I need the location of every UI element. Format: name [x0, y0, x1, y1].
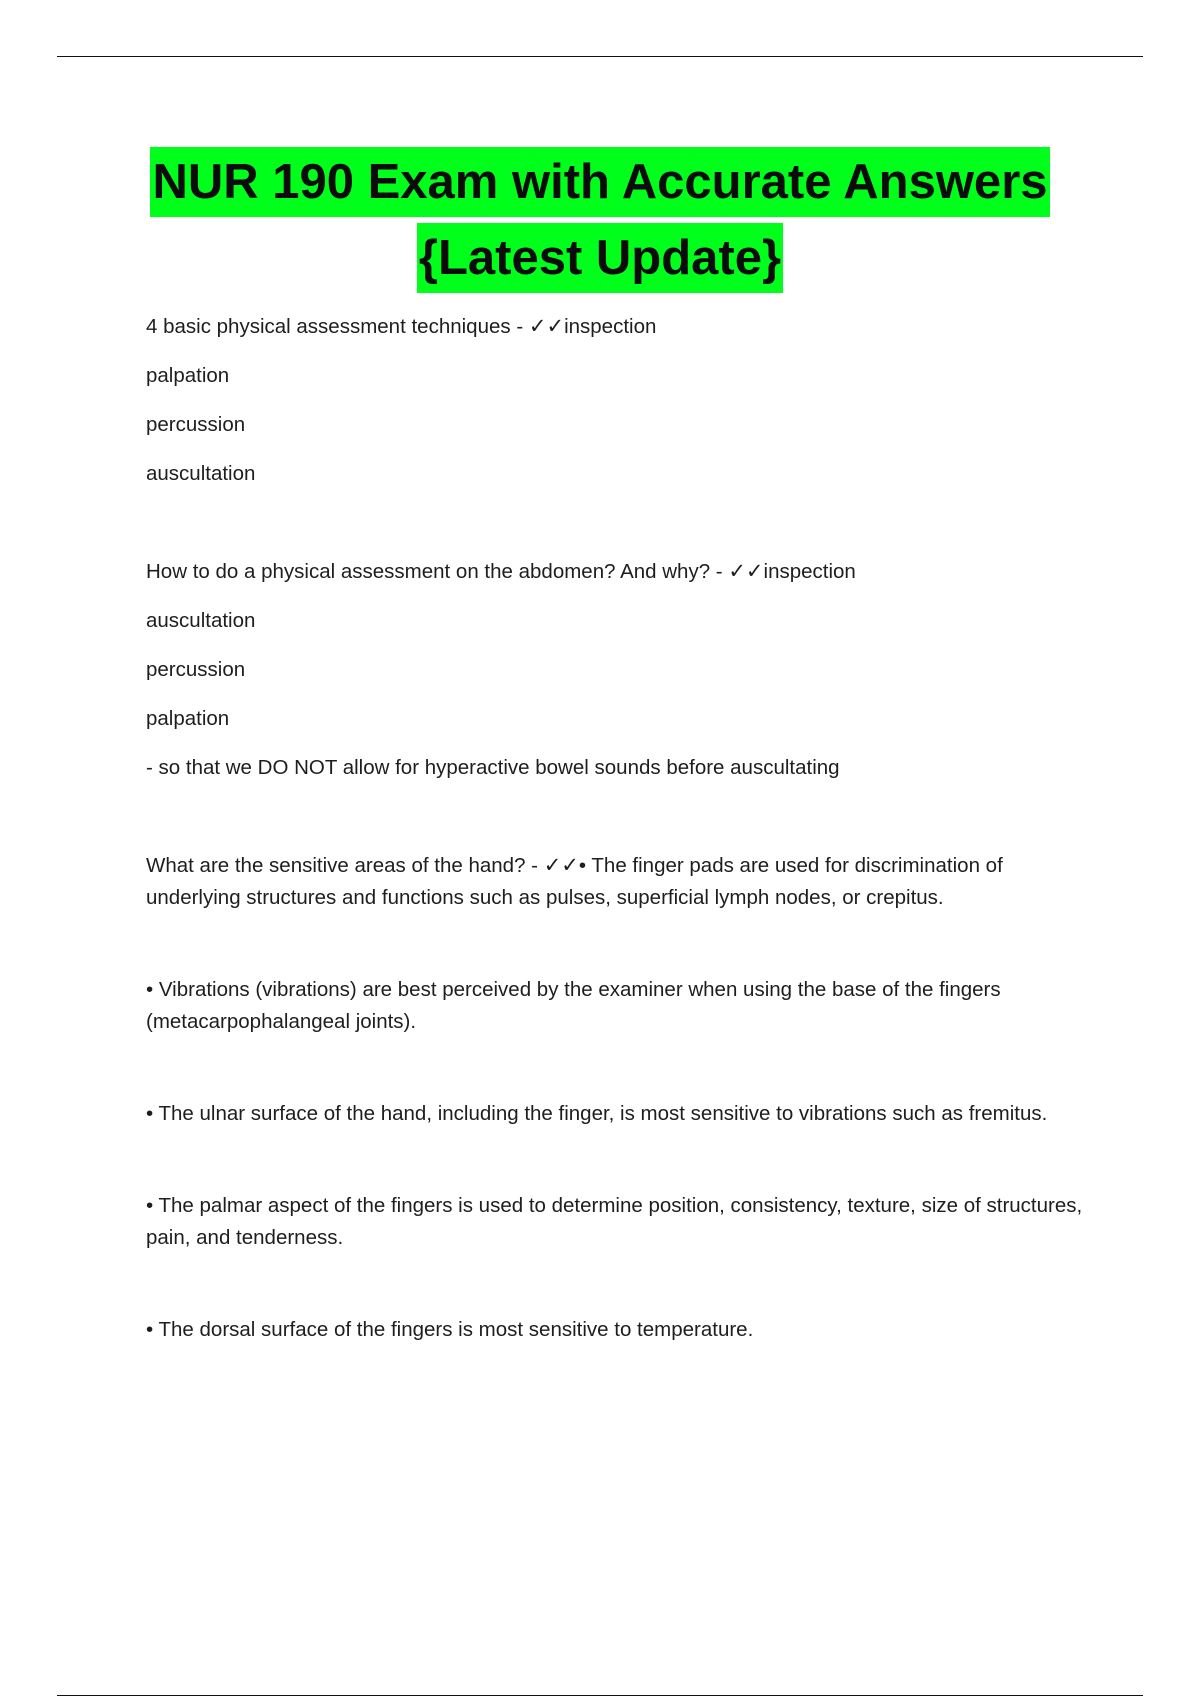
qa-1-answer-line: palpation	[146, 364, 230, 387]
qa-3-bullet: • The palmar aspect of the fingers is used to determine position, consistency, texture, size of structures, pain, and tenderness.	[146, 1194, 1083, 1249]
header-rule	[57, 56, 1143, 57]
qa-1-answer-line: auscultation	[146, 462, 256, 485]
title-line-2: {Latest Update}	[0, 221, 1200, 295]
checkmark-icon: ✓✓	[543, 853, 579, 877]
qa-2-answer-line: palpation	[146, 707, 230, 730]
qa-3-bullet: • The ulnar surface of the hand, including the finger, is most sensitive to vibrations such as fremitus.	[146, 1102, 1048, 1125]
footer-rule	[57, 1695, 1143, 1696]
qa-2-question: How to do a physical assessment on the abdomen? And why? - ✓✓inspection	[146, 559, 856, 583]
qa-2-answer-line: - so that we DO NOT allow for hyperactive bowel sounds before auscultating	[146, 756, 840, 779]
title-line-1: NUR 190 Exam with Accurate Answers	[0, 145, 1200, 219]
qa-1-answer-line: percussion	[146, 413, 246, 436]
qa-2-answer-line: percussion	[146, 658, 246, 681]
qa-3-bullet: • Vibrations (vibrations) are best perceived by the examiner when using the base of the fingers (metacarpophalangeal joints).	[146, 978, 1001, 1033]
qa-2-answer-line: auscultation	[146, 609, 256, 632]
qa-1-question: 4 basic physical assessment techniques - ✓✓inspection	[146, 314, 657, 338]
document-body	[146, 310, 1090, 1346]
qa-3-question: What are the sensitive areas of the hand? - ✓✓• The finger pads are used for discrimination of underlying structures and functions such as pulses, superficial lymph nodes, or crepitus.	[146, 853, 1003, 909]
checkmark-icon: ✓✓	[728, 559, 764, 583]
checkmark-icon: ✓✓	[528, 314, 565, 338]
document-title	[0, 145, 1200, 295]
qa-3-bullet: • The dorsal surface of the fingers is most sensitive to temperature.	[146, 1318, 754, 1341]
